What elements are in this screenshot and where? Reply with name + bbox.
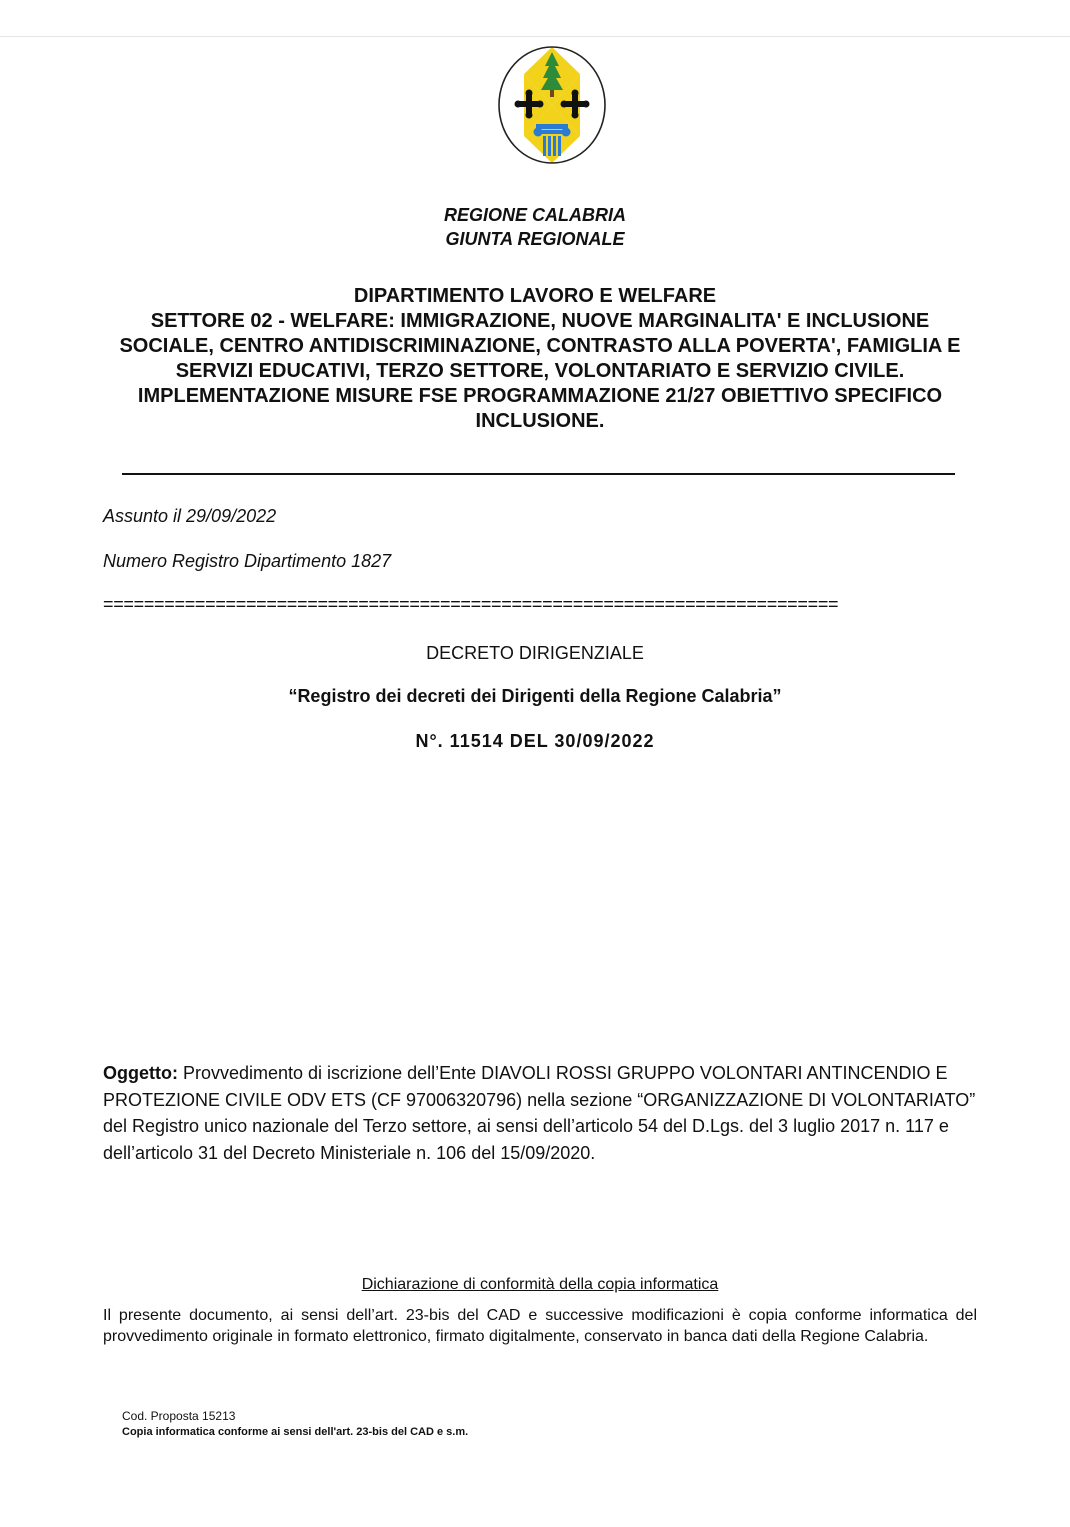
subject-paragraph [103, 1060, 978, 1166]
coat-of-arms-icon [496, 44, 608, 166]
equals-separator: ======================================================================== [103, 594, 839, 614]
decree-registry: “Registro dei decreti dei Dirigenti della Regione Calabria” [288, 686, 782, 706]
sector-title: SETTORE 02 - WELFARE: IMMIGRAZIONE, NUOVE MARGINALITA' E INCLUSIONE SOCIALE, CENTRO ANTIDISCRIMINAZIONE, CONTRASTO ALLA POVERTA', FAMIGLIA E SERVIZI EDUCATIVI, TERZO SETTORE, VOLONTARIATO E SERVIZIO CIVILE. IMPLEMENTAZIONE MISURE FSE PROGRAMMAZIONE 21/27 OBIETTIVO SPECIFICO INCLUSIONE. [119, 310, 961, 432]
proposal-code: Cod. Proposta 15213 [122, 1409, 236, 1423]
top-rule [0, 36, 1070, 37]
declaration-title: Dichiarazione di conformità della copia informatica [361, 1276, 719, 1293]
assunto-date: Assunto il 29/09/2022 [103, 506, 277, 526]
region-heading [0, 203, 1070, 251]
department-title: DIPARTIMENTO LAVORO E WELFARE [353, 285, 717, 307]
subject-text: Provvedimento di iscrizione dell’Ente DIAVOLI ROSSI GRUPPO VOLONTARI ANTINCENDIO E PROTEZIONE CIVILE ODV ETS (CF 97006320796) nella sezione “ORGANIZZAZIONE DI VOLONTARIATO” del Registro unico nazionale del Terzo settore, ai sensi dell’articolo 54 del D.Lgs. del 3 luglio 2017 n. 117 e dell’articolo 31 del Decreto Ministeriale n. 106 del 15/09/2020. [103, 1063, 976, 1163]
declaration-body: Il presente documento, ai sensi dell’art. 23-bis del CAD e successive modificazioni è copia conforme informatica del provvedimento originale in formato elettronico, firmato digitalmente, conservato in banca dati della Regione Calabria. [103, 1307, 977, 1345]
council-name: GIUNTA REGIONALE [445, 229, 625, 249]
decree-type: DECRETO DIRIGENZIALE [426, 643, 644, 663]
subject-label: Oggetto: [103, 1063, 178, 1083]
department-register-number: Numero Registro Dipartimento 1827 [103, 551, 392, 571]
heading-divider [122, 473, 955, 475]
copy-conformity-note: Copia informatica conforme ai sensi dell'art. 23-bis del CAD e s.m. [122, 1426, 469, 1438]
region-name: REGIONE CALABRIA [443, 205, 626, 225]
decree-number: N°. 11514 DEL 30/09/2022 [415, 731, 655, 751]
